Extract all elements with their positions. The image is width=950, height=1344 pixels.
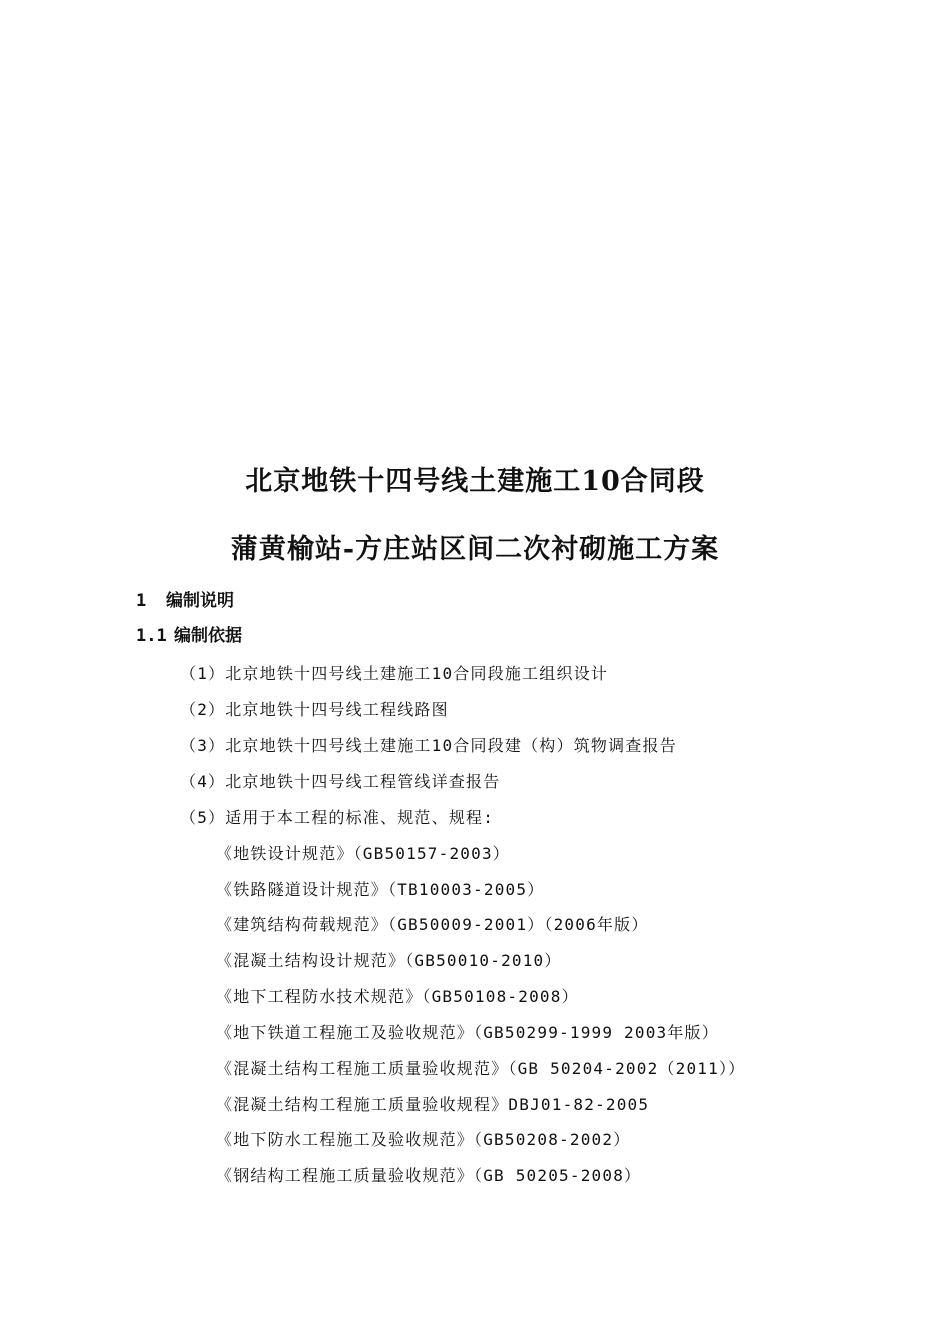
basis-item: （2）北京地铁十四号线工程线路图 bbox=[180, 700, 449, 719]
standard-item: 《钢结构工程施工质量验收规范》（GB 50205-2008） bbox=[216, 1166, 642, 1185]
standard-item: 《混凝土结构设计规范》（GB50010-2010） bbox=[216, 951, 562, 970]
standard-item: 《建筑结构荷载规范》（GB50009-2001）（2006年版） bbox=[216, 915, 649, 934]
section-number: 1.1 bbox=[136, 626, 167, 646]
section-heading-1-1 bbox=[136, 624, 242, 648]
basis-item: （4）北京地铁十四号线工程管线详查报告 bbox=[180, 772, 501, 791]
basis-item: （3）北京地铁十四号线土建施工10合同段建（构）筑物调查报告 bbox=[180, 736, 677, 755]
standard-item: 《地下工程防水技术规范》（GB50108-2008） bbox=[216, 987, 579, 1006]
standard-item: 《地下防水工程施工及验收规范》（GB50208-2002） bbox=[216, 1130, 631, 1149]
section-label: 编制说明 bbox=[166, 591, 234, 611]
basis-item: （1）北京地铁十四号线土建施工10合同段施工组织设计 bbox=[180, 664, 609, 683]
standard-item: 《地下铁道工程施工及验收规范》（GB50299-1999 2003年版） bbox=[216, 1023, 719, 1042]
standard-item: 《混凝土结构工程施工质量验收规范》（GB 50204-2002（2011）） bbox=[216, 1059, 746, 1078]
section-label: 编制依据 bbox=[174, 626, 242, 646]
document-title-line-1: 北京地铁十四号线土建施工10合同段 bbox=[245, 466, 705, 497]
section-number: 1 bbox=[136, 591, 147, 611]
section-heading-1 bbox=[136, 589, 234, 613]
standard-item: 《铁路隧道设计规范》（TB10003-2005） bbox=[216, 880, 545, 899]
standard-item: 《混凝土结构工程施工质量验收规程》DBJ01-82-2005 bbox=[216, 1095, 650, 1114]
basis-item: （5）适用于本工程的标准、规范、规程: bbox=[180, 808, 495, 827]
document-title-line-2: 蒲黄榆站-方庄站区间二次衬砌施工方案 bbox=[230, 534, 720, 565]
standard-item: 《地铁设计规范》（GB50157-2003） bbox=[216, 844, 510, 863]
